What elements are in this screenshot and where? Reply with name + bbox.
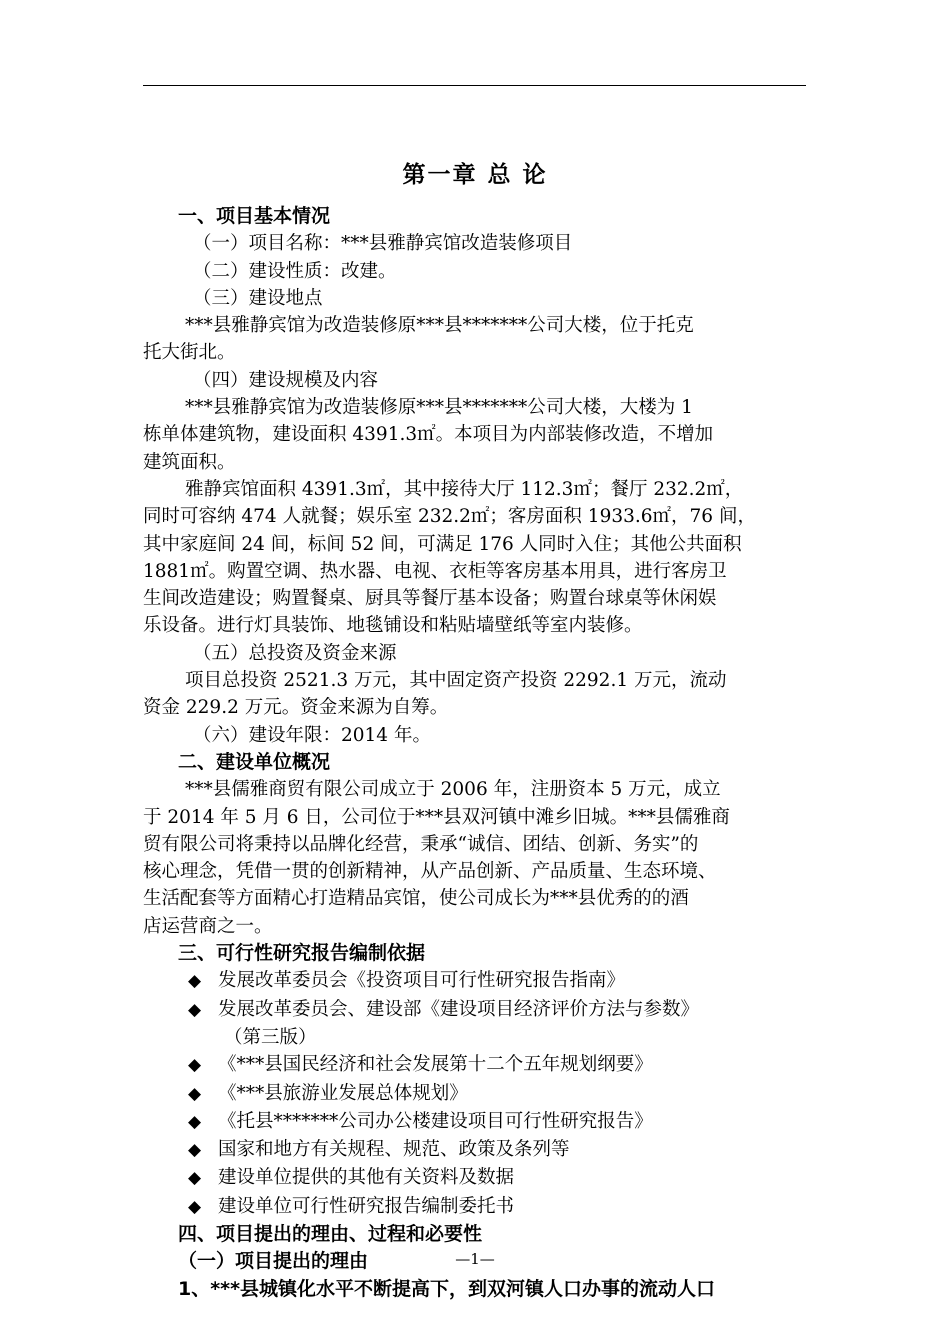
section-heading: 一、项目基本情况: [178, 205, 331, 227]
list-item-text: 建设单位可行性研究报告编制委托书: [218, 1195, 515, 1217]
paragraph: 店运营商之一。: [143, 915, 273, 937]
paragraph: 贸有限公司将秉持以品牌化经营，秉承“诚信、团结、创新、务实”的: [143, 833, 699, 855]
list-item-text: 建设单位提供的其他有关资料及数据: [218, 1167, 515, 1189]
paragraph: 1881㎡。购置空调、热水器、电视、衣柜等客房基本用具，进行客房卫: [143, 560, 727, 582]
list-item: [143, 1164, 806, 1192]
paragraph: 于 2014 年 5 月 6 日，公司位于***县双河镇中滩乡旧城。***县儒雅商: [143, 806, 730, 828]
paragraph: （五）总投资及资金来源: [193, 642, 397, 664]
paragraph: ***县儒雅商贸有限公司成立于 2006 年，注册资本 5 万元，成立: [185, 779, 721, 801]
list-item-text: 发展改革委员会《投资项目可行性研究报告指南》: [218, 970, 626, 992]
paragraph: （三）建设地点: [193, 287, 323, 309]
list-item: [143, 996, 806, 1024]
diamond-bullet-icon: ◆: [188, 1196, 202, 1217]
section-heading: 三、可行性研究报告编制依据: [178, 942, 426, 965]
list-item-text: 发展改革委员会、建设部《建设项目经济评价方法与参数》: [218, 998, 700, 1020]
paragraph: ***县雅静宾馆为改造装修原***县*******公司大楼，位于托克: [185, 315, 694, 337]
list-item: [143, 1080, 806, 1108]
list-item-text: 《***县旅游业发展总体规划》: [218, 1082, 468, 1104]
paragraph: 资金 229.2 万元。资金来源为自筹。: [143, 697, 449, 719]
paragraph: 项目总投资 2521.3 万元，其中固定资产投资 2292.1 万元，流动: [185, 670, 727, 692]
subsection-heading: （一）项目提出的理由: [178, 1250, 369, 1273]
diamond-bullet-icon: ◆: [188, 1111, 202, 1132]
paragraph: 核心理念，凭借一贯的创新精神，从产品创新、产品质量、生态环境、: [143, 861, 717, 883]
paragraph: 生间改造建设；购置餐桌、厨具等餐厅基本设备；购置台球桌等休闲娱: [143, 588, 717, 610]
paragraph: 建筑面积。: [143, 451, 236, 473]
list-item-text: 《***县国民经济和社会发展第十二个五年规划纲要》: [218, 1054, 653, 1076]
page-number: —1—: [455, 1250, 495, 1268]
paragraph: 乐设备。进行灯具装饰、地毯铺设和粘贴墙壁纸等室内装修。: [143, 615, 643, 637]
paragraph: 托大街北。: [143, 342, 236, 364]
paragraph: 其中家庭间 24 间，标间 52 间，可满足 176 人同时入住；其他公共面积: [143, 533, 742, 555]
paragraph: （一）项目名称：***县雅静宾馆改造装修项目: [193, 233, 573, 255]
section-heading: 四、项目提出的理由、过程和必要性: [178, 1222, 483, 1245]
list-item-text: 国家和地方有关规程、规范、政策及条列等: [218, 1139, 570, 1161]
document-body: [143, 203, 806, 1303]
list-item-continuation: （第三版）: [224, 1026, 317, 1048]
point-heading: 1、***县城镇化水平不断提高下，到双河镇人口办事的流动人口: [178, 1277, 716, 1300]
diamond-bullet-icon: ◆: [188, 1168, 202, 1189]
list-item: [143, 1136, 806, 1164]
paragraph: 雅静宾馆面积 4391.3㎡，其中接待大厅 112.3㎡；餐厅 232.2㎡，: [185, 478, 744, 500]
diamond-bullet-icon: ◆: [188, 1055, 202, 1076]
list-item: [143, 1051, 806, 1079]
diamond-bullet-icon: ◆: [188, 999, 202, 1020]
header-rule: [143, 85, 806, 86]
list-item: [143, 967, 806, 995]
section-heading: 二、建设单位概况: [178, 750, 331, 773]
paragraph: （四）建设规模及内容: [193, 369, 379, 391]
diamond-bullet-icon: ◆: [188, 1083, 202, 1104]
diamond-bullet-icon: ◆: [188, 1140, 202, 1161]
paragraph: 栋单体建筑物，建设面积 4391.3㎡。本项目为内部装修改造，不增加: [143, 424, 714, 446]
paragraph: 生活配套等方面精心打造精品宾馆，使公司成长为***县优秀的的酒: [143, 888, 689, 910]
chapter-title: 第一章 总 论: [402, 162, 548, 188]
paragraph: （二）建设性质：改建。: [193, 260, 397, 282]
list-item: [143, 1108, 806, 1136]
list-item: [143, 1193, 806, 1221]
paragraph: ***县雅静宾馆为改造装修原***县*******公司大楼，大楼为 1: [185, 397, 693, 419]
paragraph: 同时可容纳 474 人就餐；娱乐室 232.2㎡；客房面积 1933.6㎡，76 间，: [143, 506, 756, 528]
list-item-text: 《托县*******公司办公楼建设项目可行性研究报告》: [218, 1110, 653, 1132]
diamond-bullet-icon: ◆: [188, 971, 202, 992]
paragraph: （六）建设年限：2014 年。: [193, 724, 431, 746]
